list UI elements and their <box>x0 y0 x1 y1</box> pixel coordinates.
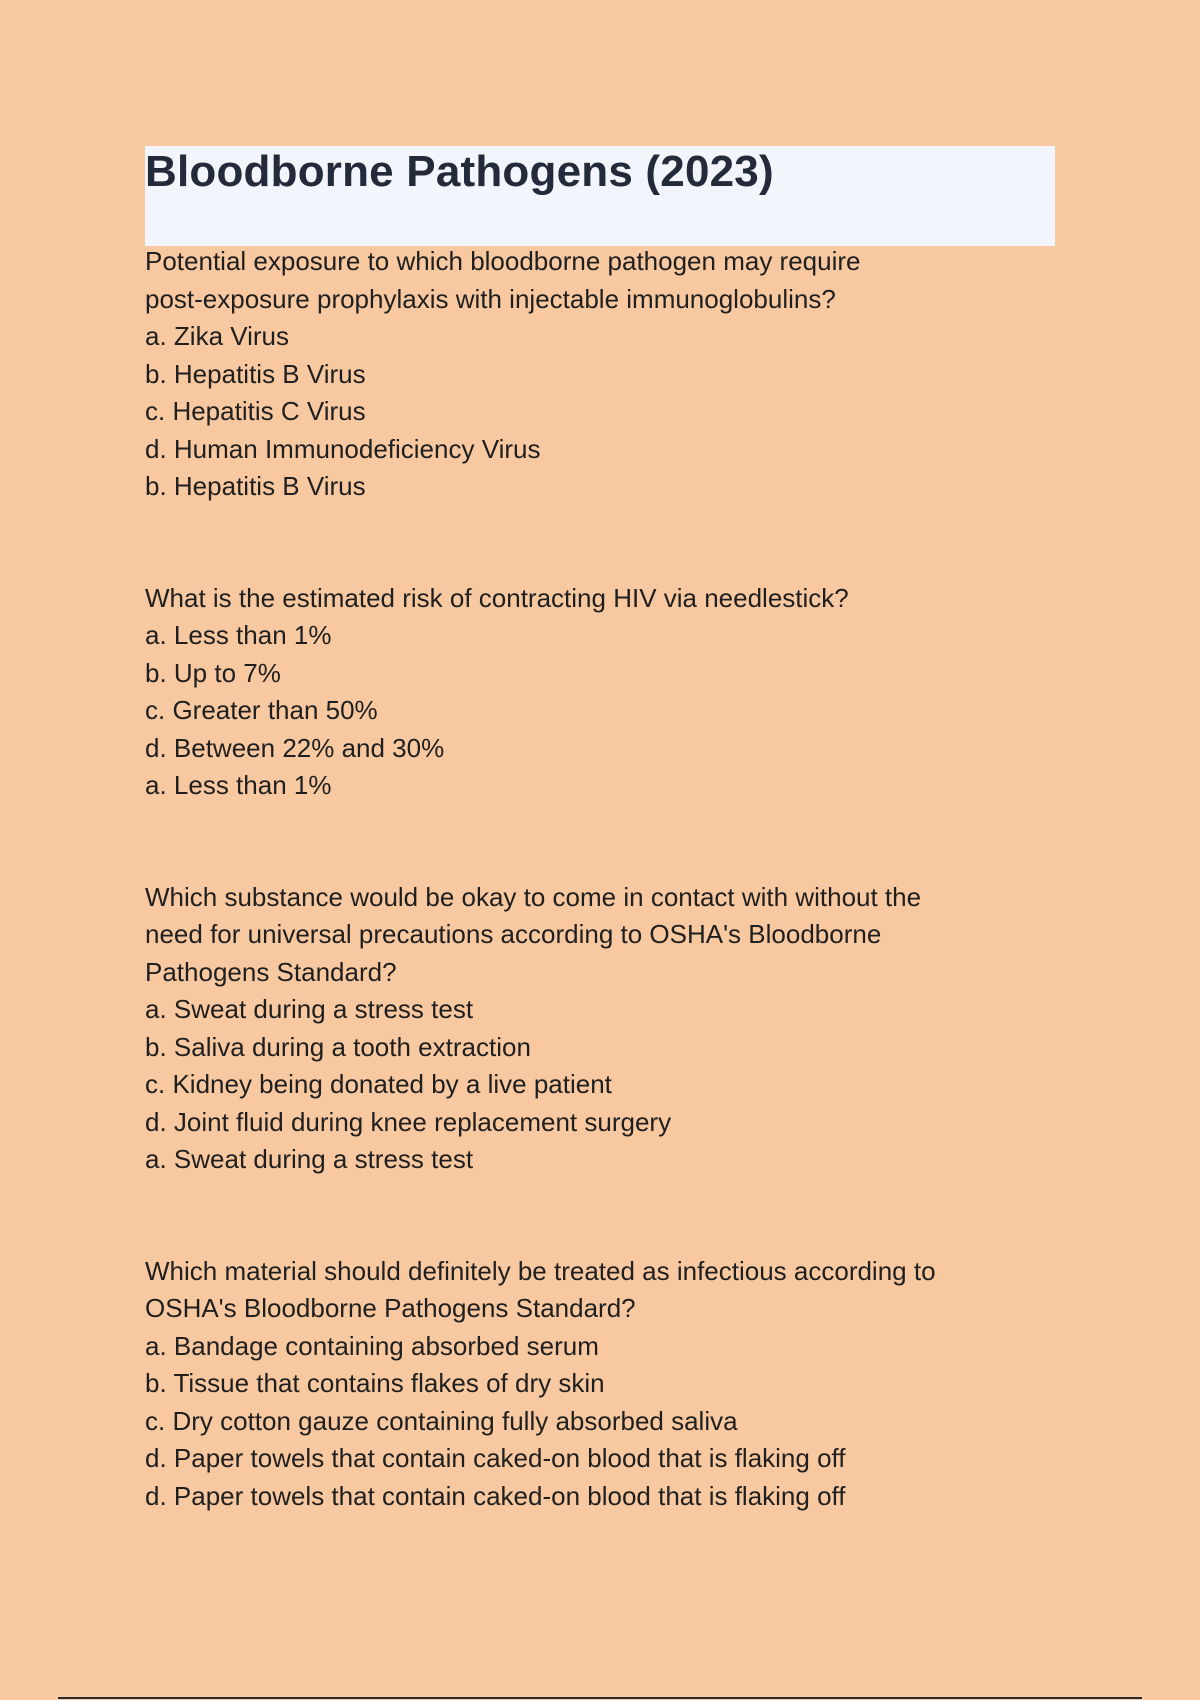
option-d: d. Paper towels that contain caked-on blood that is flaking off <box>145 1443 846 1473</box>
answer: a. Less than 1% <box>145 770 332 800</box>
question-text-line: post-exposure prophylaxis with injectable immunoglobulins? <box>145 283 836 314</box>
option-a: a. Sweat during a stress test <box>145 994 474 1024</box>
question-list <box>145 243 1045 1515</box>
option-c: c. Greater than 50% <box>145 695 378 725</box>
question-text-line: Pathogens Standard? <box>145 956 397 987</box>
question-1 <box>145 243 1045 506</box>
answer: d. Paper towels that contain caked-on blood that is flaking off <box>145 1480 846 1511</box>
answer: a. Sweat during a stress test <box>145 1144 474 1174</box>
question-text-line: Which material should definitely be treated as infectious according to <box>145 1255 936 1286</box>
question-2 <box>145 580 1045 805</box>
option-b: b. Hepatitis B Virus <box>145 358 366 389</box>
option-c: c. Kidney being donated by a live patient <box>145 1069 612 1099</box>
option-b: b. Up to 7% <box>145 657 281 688</box>
option-c: c. Dry cotton gauze containing fully absorbed saliva <box>145 1405 738 1436</box>
question-text-line: need for universal precautions according to OSHA's Bloodborne <box>145 919 882 949</box>
question-text-line: What is the estimated risk of contracting HIV via needlestick? <box>145 582 849 613</box>
option-b: b. Tissue that contains flakes of dry skin <box>145 1368 605 1398</box>
option-b: b. Saliva during a tooth extraction <box>145 1031 531 1062</box>
option-c: c. Hepatitis C Virus <box>145 396 366 426</box>
option-a: a. Less than 1% <box>145 620 332 650</box>
option-a: a. Zika Virus <box>145 321 290 351</box>
option-d: d. Joint fluid during knee replacement surgery <box>145 1106 672 1137</box>
answer: b. Hepatitis B Virus <box>145 471 366 501</box>
question-text-line: Which substance would be okay to come in contact with without the <box>145 881 922 912</box>
bottom-divider <box>58 1697 1142 1699</box>
question-3 <box>145 879 1045 1179</box>
question-text-line: OSHA's Bloodborne Pathogens Standard? <box>145 1293 636 1323</box>
question-text-line: Potential exposure to which bloodborne pathogen may require <box>145 246 861 276</box>
option-d: d. Between 22% and 30% <box>145 732 445 763</box>
option-d: d. Human Immunodeficiency Virus <box>145 433 541 464</box>
option-a: a. Bandage containing absorbed serum <box>145 1330 599 1361</box>
question-4 <box>145 1253 1045 1516</box>
page-title: Bloodborne Pathogens (2023) <box>145 147 774 196</box>
